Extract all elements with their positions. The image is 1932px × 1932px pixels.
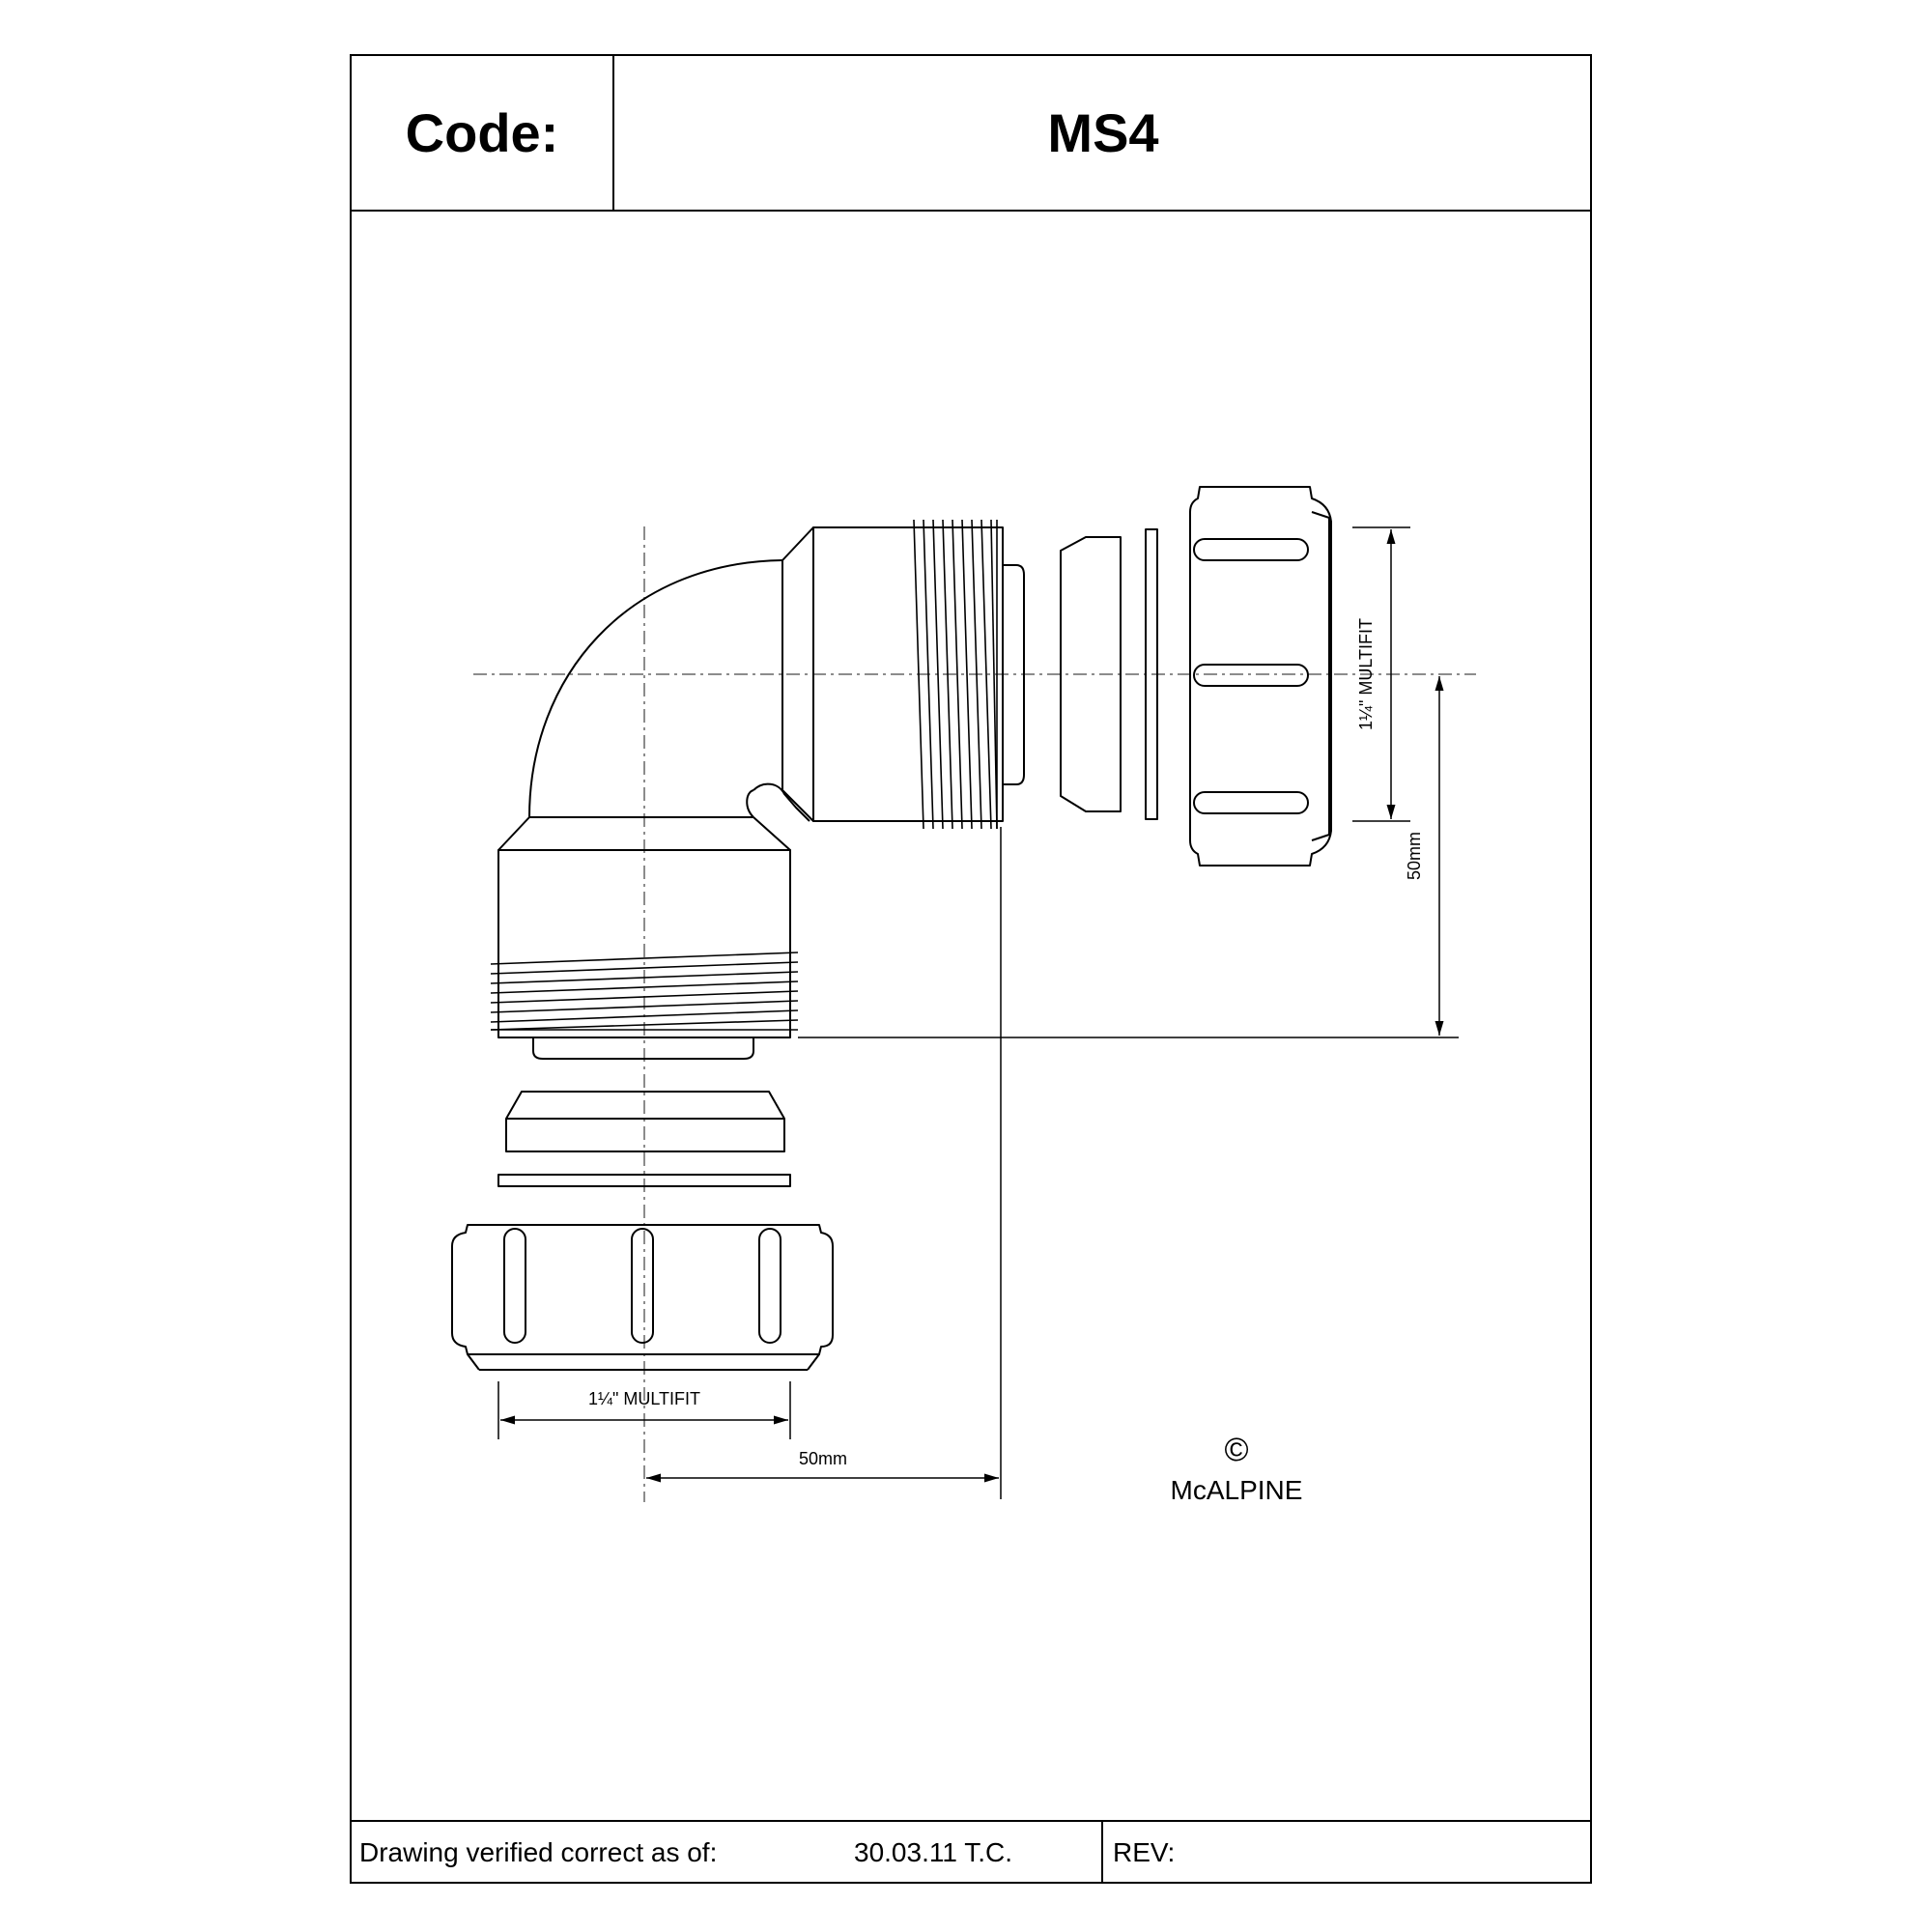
bottom-compression-nut xyxy=(452,1225,833,1370)
code-label: Code: xyxy=(405,102,559,163)
rev-label: REV: xyxy=(1113,1837,1176,1867)
copyright-icon: © xyxy=(1224,1432,1249,1468)
elbow-outer-curve xyxy=(529,560,782,817)
centre-lines xyxy=(473,526,1476,1502)
bottom-cone-washer xyxy=(506,1092,784,1151)
vertical-outlet-lip xyxy=(533,1037,753,1059)
verified-value: 30.03.11 T.C. xyxy=(854,1837,1012,1867)
elbow-body xyxy=(529,560,810,821)
code-value: MS4 xyxy=(1047,102,1159,163)
bottom-fit-label: 1¼" MULTIFIT xyxy=(587,1389,701,1408)
brand-name: McALPINE xyxy=(1170,1475,1303,1505)
brand-mark xyxy=(1144,1432,1329,1506)
bottom-width-label: 50mm xyxy=(798,1449,848,1468)
verified-label: Drawing verified correct as of: xyxy=(359,1837,718,1867)
side-compression-nut xyxy=(1190,487,1331,866)
side-fit-label: 1¼" MULTIFIT xyxy=(1356,617,1376,731)
side-height-label: 50mm xyxy=(1405,831,1424,881)
